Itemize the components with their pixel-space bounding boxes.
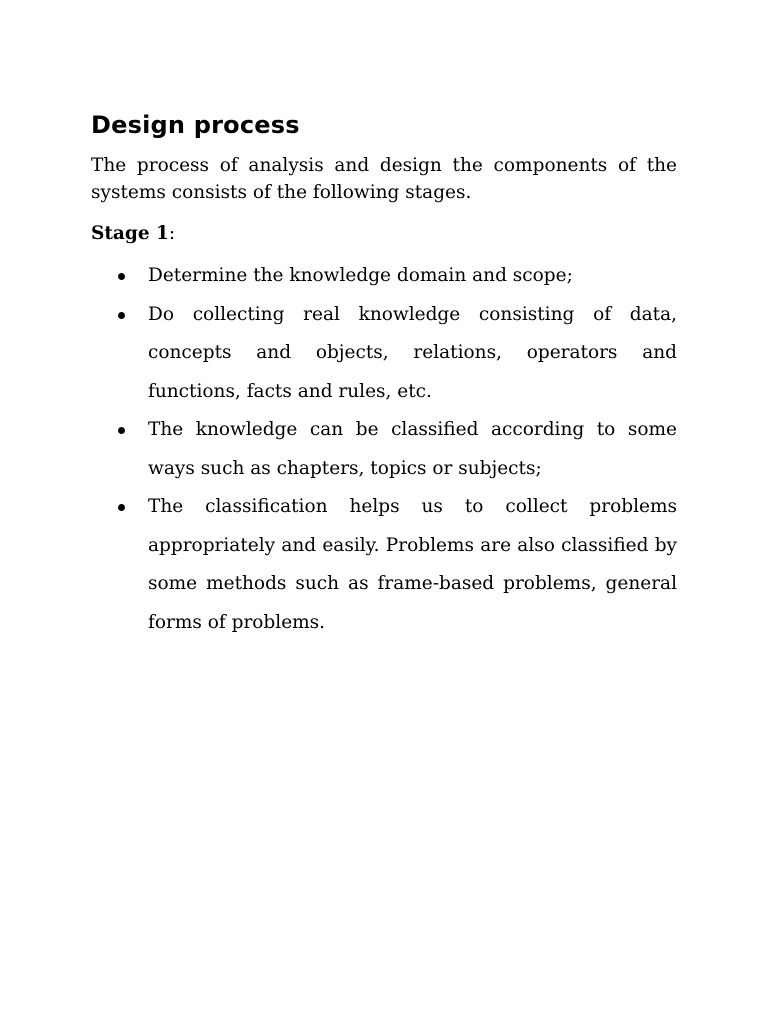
list-item [91, 488, 677, 642]
bullet-list [91, 257, 677, 642]
bullet-icon [118, 427, 125, 434]
bullet-icon [118, 273, 125, 280]
list-item-text: Determine the knowledge domain and scope; [148, 265, 573, 286]
bullet-icon [118, 312, 125, 319]
list-item-text: The knowledge can be classified according to some ways such as chapters, topics or subjects; [148, 419, 677, 479]
list-item [91, 257, 677, 296]
stage-label [91, 220, 677, 247]
document-page [91, 108, 677, 642]
bullet-icon [118, 504, 125, 511]
list-item [91, 411, 677, 488]
section-heading: Design process [91, 111, 300, 139]
list-item-text: Do collecting real knowledge consisting of data, concepts and objects, relations, operators and functions, facts and rules, etc. [148, 303, 677, 402]
stage-label-text: Stage 1 [91, 223, 169, 244]
list-item [91, 296, 677, 412]
stage-label-suffix: : [168, 223, 176, 244]
intro-paragraph: The process of analysis and design the components of the systems consists of the following stages. [91, 155, 677, 203]
list-item-text: The classification helps us to collect problems appropriately and easily. Problems are also classified by some methods such as frame-based problems, general forms of problems. [148, 496, 677, 633]
